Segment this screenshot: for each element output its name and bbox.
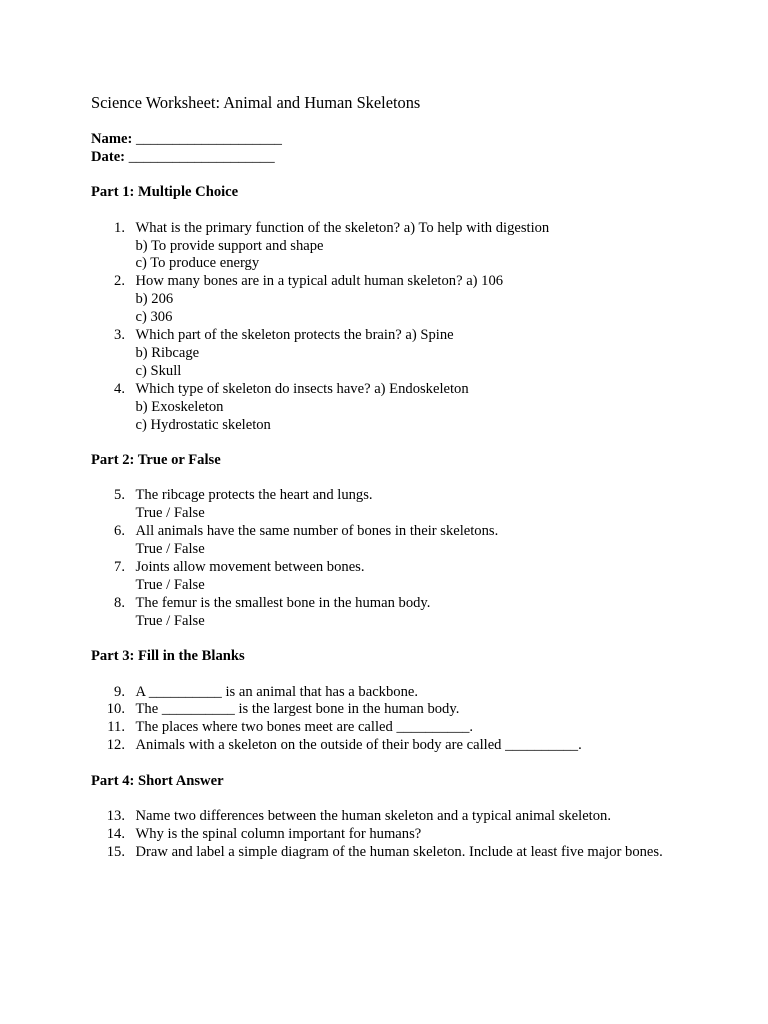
name-blank: ____________________ (136, 131, 282, 147)
worksheet-page (91, 93, 691, 862)
answer-option: True / False (135, 505, 205, 522)
question-item (91, 595, 691, 631)
question-list (91, 487, 691, 630)
question-text: How many bones are in a typical adult human skeleton? a) 106 (135, 273, 504, 290)
question-text: Animals with a skeleton on the outside of their body are called __________. (135, 737, 582, 754)
question-item (91, 844, 691, 862)
name-label: Name: (91, 131, 133, 147)
worksheet-section (91, 184, 691, 434)
worksheet-section (91, 773, 691, 862)
question-text: The __________ is the largest bone in the human body. (135, 701, 460, 718)
question-number: 15. (106, 843, 125, 860)
question-text: The femur is the smallest bone in the human body. (135, 594, 431, 611)
question-list (91, 808, 691, 862)
question-text: A __________ is an animal that has a backbone. (135, 683, 418, 700)
worksheet-title: Science Worksheet: Animal and Human Skeletons (91, 93, 421, 112)
section-heading: Part 2: True or False (91, 452, 221, 469)
question-list (91, 684, 691, 756)
question-text: All animals have the same number of bones in their skeletons. (135, 523, 499, 540)
question-item (91, 381, 691, 435)
date-label: Date: (91, 148, 126, 165)
question-number: 8. (114, 594, 125, 611)
answer-option: c) Skull (135, 362, 182, 379)
question-text: The places where two bones meet are called __________. (135, 719, 474, 736)
question-item (91, 719, 691, 737)
question-text: Joints allow movement between bones. (135, 559, 365, 576)
question-number: 5. (114, 487, 125, 504)
question-text: Which type of skeleton do insects have? a) Endoskeleton (135, 380, 469, 397)
question-number: 12. (106, 737, 125, 754)
question-item (91, 808, 691, 826)
question-text: Draw and label a simple diagram of the human skeleton. Include at least five major bones. (135, 843, 663, 860)
answer-option: c) Hydrostatic skeleton (135, 416, 271, 433)
question-text: Name two differences between the human skeleton and a typical animal skeleton. (135, 808, 611, 825)
worksheet-section (91, 648, 691, 755)
question-number: 11. (107, 719, 125, 736)
question-text: Why is the spinal column important for humans? (135, 826, 422, 842)
question-list (91, 220, 691, 435)
answer-option: True / False (135, 612, 205, 629)
question-text: What is the primary function of the skeleton? a) To help with digestion (135, 219, 550, 236)
question-item (91, 826, 691, 844)
question-item (91, 737, 691, 755)
question-number: 3. (114, 327, 125, 344)
worksheet-parts (91, 184, 691, 862)
question-item (91, 684, 691, 702)
question-number: 14. (106, 826, 125, 842)
name-line (91, 131, 691, 149)
student-info (91, 131, 691, 167)
question-item (91, 559, 691, 595)
question-item (91, 273, 691, 327)
answer-option: c) To produce energy (135, 255, 260, 272)
question-text: The ribcage protects the heart and lungs. (135, 487, 373, 504)
question-number: 2. (114, 273, 125, 290)
answer-option: b) To provide support and shape (135, 237, 324, 254)
question-number: 10. (106, 701, 125, 718)
answer-option: c) 306 (135, 309, 173, 326)
section-heading: Part 4: Short Answer (91, 772, 224, 789)
question-item (91, 487, 691, 523)
answer-option: b) 206 (135, 291, 174, 308)
answer-option: b) Ribcage (135, 345, 200, 362)
question-number: 13. (106, 808, 125, 825)
question-item (91, 327, 691, 381)
question-number: 1. (114, 219, 125, 236)
question-number: 6. (114, 523, 125, 540)
date-blank: ____________________ (128, 148, 275, 165)
date-line (91, 149, 691, 167)
question-number: 4. (114, 380, 125, 397)
question-text: Which part of the skeleton protects the brain? a) Spine (135, 327, 454, 344)
answer-option: True / False (135, 541, 205, 558)
question-number: 9. (114, 683, 125, 700)
worksheet-section (91, 452, 691, 631)
answer-option: b) Exoskeleton (135, 398, 224, 415)
question-item (91, 523, 691, 559)
question-item (91, 701, 691, 719)
answer-option: True / False (135, 576, 205, 593)
section-heading: Part 1: Multiple Choice (91, 184, 239, 201)
section-heading: Part 3: Fill in the Blanks (91, 648, 245, 665)
question-number: 7. (114, 559, 125, 576)
question-item (91, 220, 691, 274)
